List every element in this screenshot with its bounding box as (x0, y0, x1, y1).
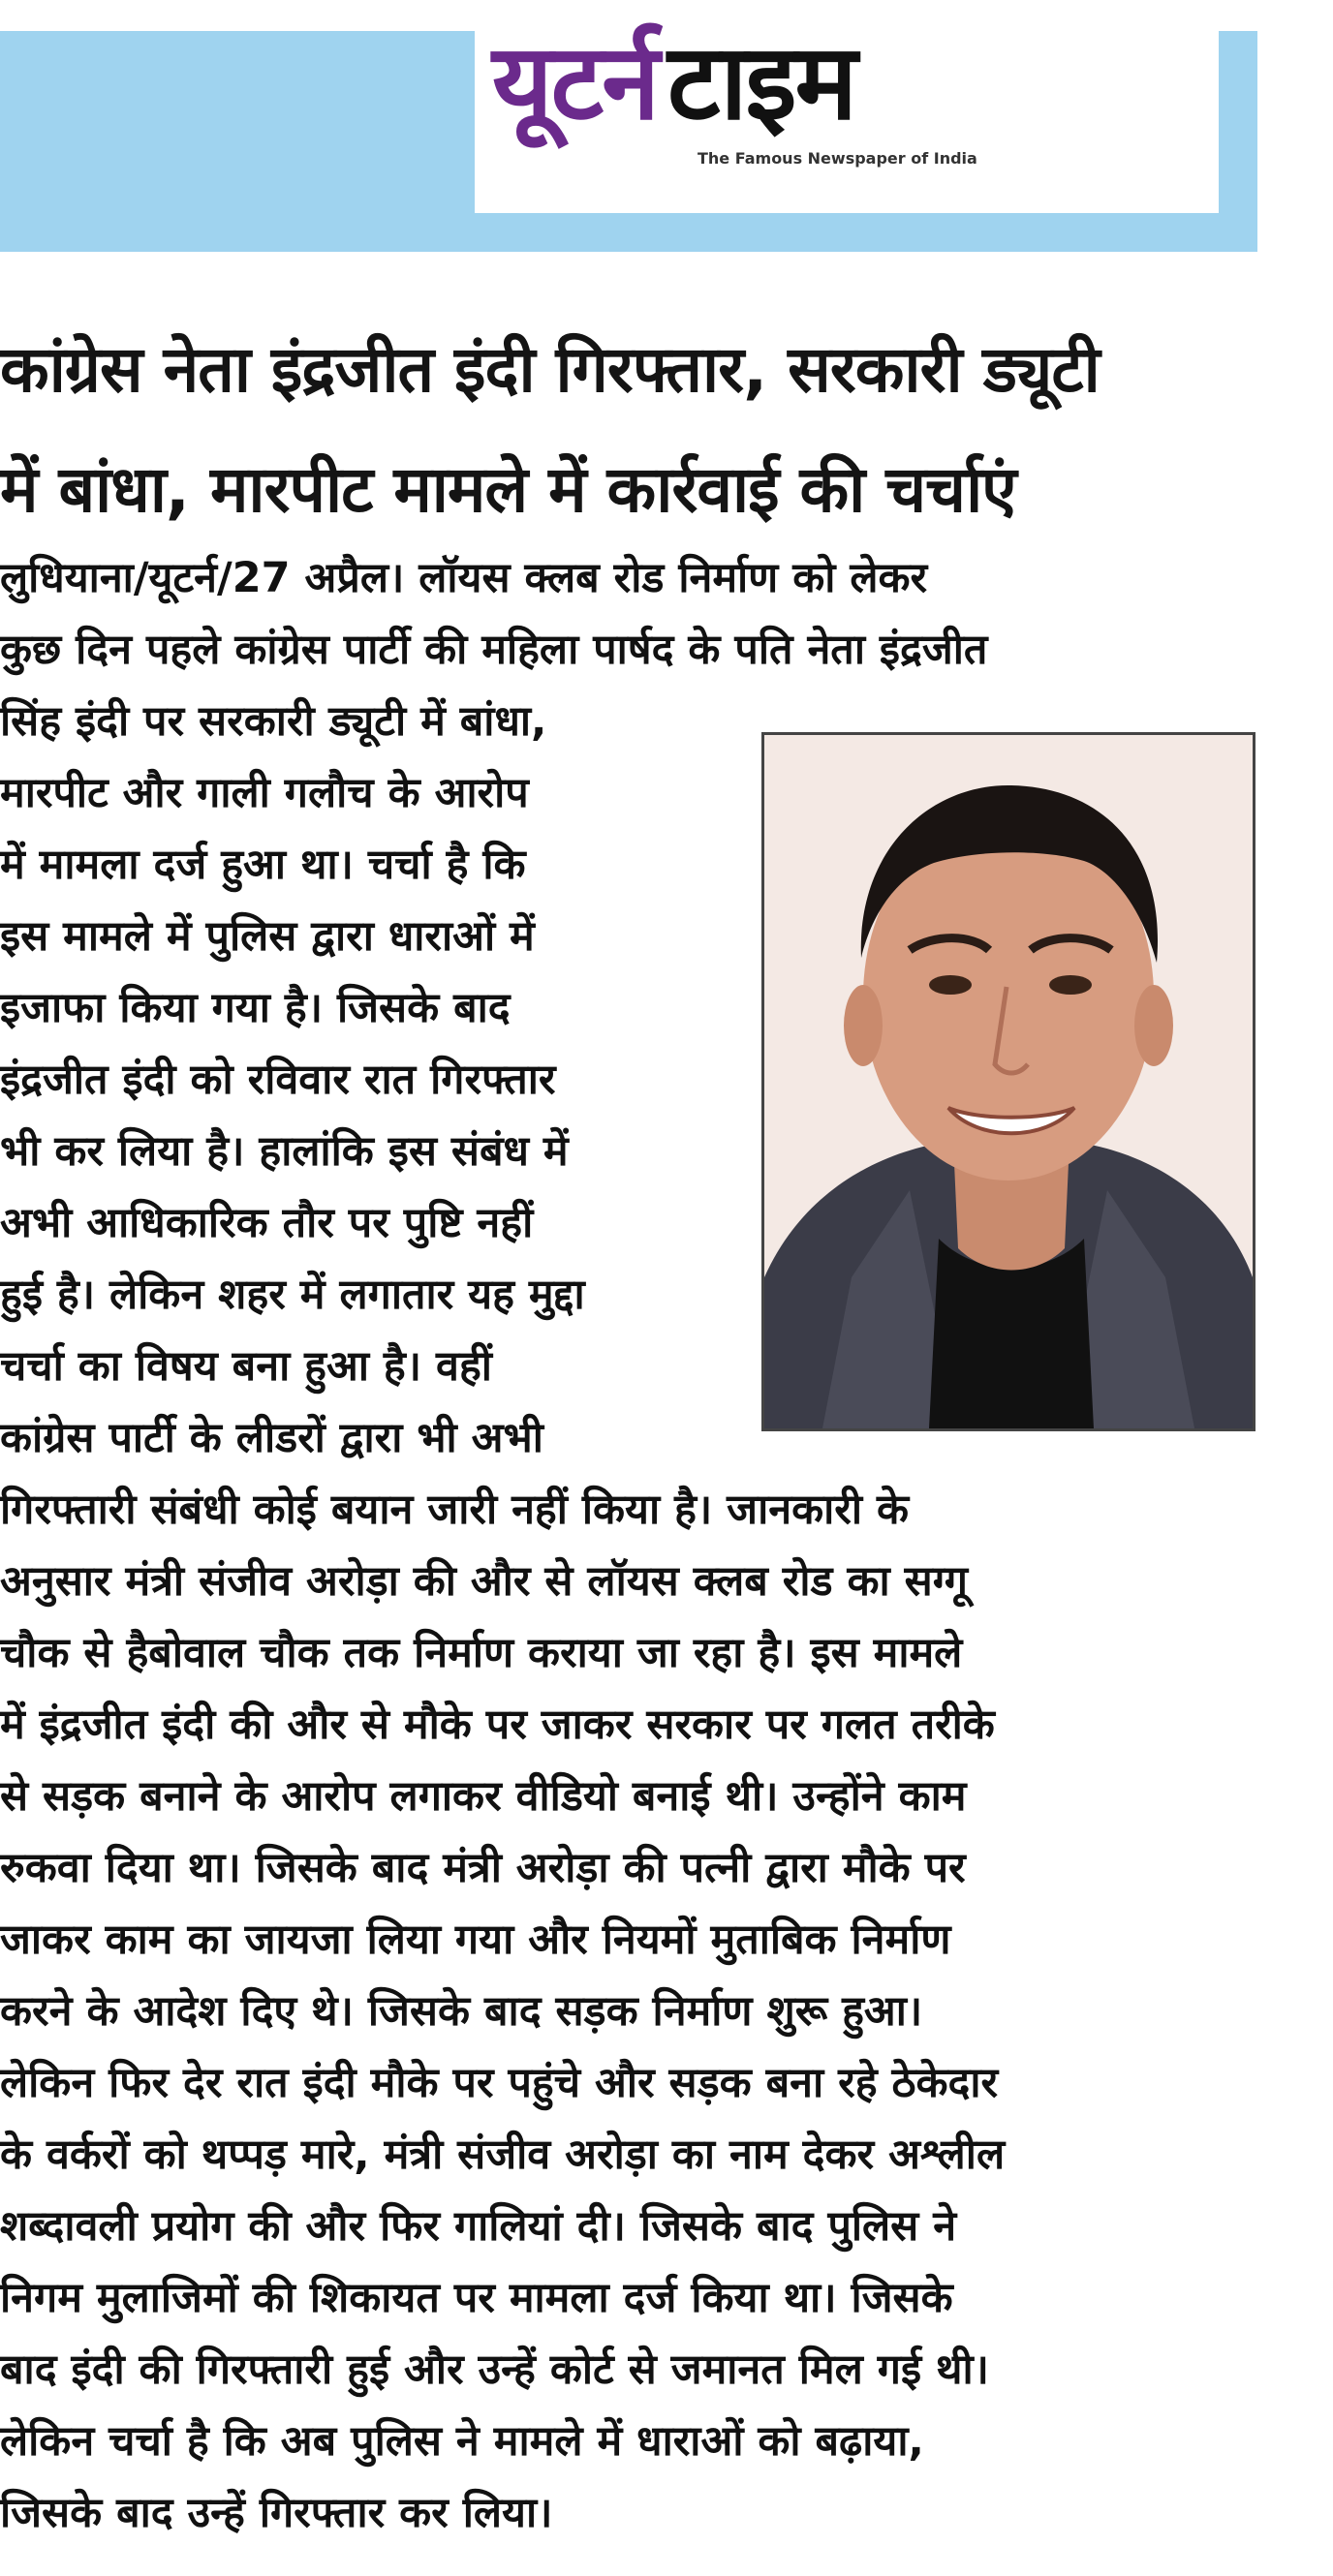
body-line: लुधियाना/यूटर्न/27 अप्रैल। लॉयस क्लब रोड निर्माण को लेकर (0, 554, 928, 602)
body-line: जाकर काम का जायजा लिया गया और नियमों मुताबिक निर्माण (0, 1916, 951, 1964)
body-line: इस मामले में पुलिस द्वारा धाराओं में (0, 912, 535, 961)
logo-tagline: The Famous Newspaper of India (698, 149, 977, 168)
newspaper-logo (492, 15, 1209, 151)
body-line: लेकिन चर्चा है कि अब पुलिस ने मामले में धाराओं को बढ़ाया, (0, 2417, 924, 2466)
headline-line: कांग्रेस नेता इंद्रजीत इंदी गिरफ्तार, सरकारी ड्यूटी (0, 332, 1100, 407)
body-line: कांग्रेस पार्टी के लीडरों द्वारा भी अभी (0, 1414, 543, 1462)
body-line: से सड़क बनाने के आरोप लगाकर वीडियो बनाई थी। उन्होंने काम (0, 1772, 967, 1821)
body-line: चौक से हैबोवाल चौक तक निर्माण कराया जा रहा है। इस मामले (0, 1629, 963, 1677)
logo-text-youturn: यूटर्न (492, 22, 659, 143)
body-line: जिसके बाद उन्हें गिरफ्तार कर लिया। (0, 2489, 553, 2537)
body-line: निगम मुलाजिमों की शिकायत पर मामला दर्ज किया था। जिसके (0, 2274, 953, 2322)
body-line: के वर्करों को थप्पड़ मारे, मंत्री संजीव अरोड़ा का नाम देकर अश्लील (0, 2131, 1006, 2179)
body-line: में इंद्रजीत इंदी की और से मौके पर जाकर सरकार पर गलत तरीके (0, 1701, 995, 1749)
body-line: अनुसार मंत्री संजीव अरोड़ा की और से लॉयस क्लब रोड का सग्गू (0, 1557, 969, 1606)
person-photo (761, 732, 1256, 1431)
body-line: हुई है। लेकिन शहर में लगातार यह मुद्दा (0, 1271, 585, 1319)
body-line: करने के आदेश दिए थे। जिसके बाद सड़क निर्माण शुरू हुआ। (0, 1987, 923, 2036)
headline-line: में बांधा, मारपीट मामले में कार्रवाई की चर्चाएं (0, 452, 1016, 527)
body-line: इंद्रजीत इंदी को रविवार रात गिरफ्तार (0, 1056, 556, 1104)
body-line: मारपीट और गाली गलौच के आरोप (0, 769, 529, 817)
portrait-illustration (764, 735, 1253, 1428)
body-line: सिंह इंदी पर सरकारी ड्यूटी में बांधा, (0, 697, 547, 746)
body-line: गिरफ्तारी संबंधी कोई बयान जारी नहीं किया है। जानकारी के (0, 1486, 909, 1534)
body-line: इजाफा किया गया है। जिसके बाद (0, 984, 511, 1032)
body-line: में मामला दर्ज हुआ था। चर्चा है कि (0, 841, 526, 889)
body-line: लेकिन फिर देर रात इंदी मौके पर पहुंचे और सड़क बना रहे ठेकेदार (0, 2059, 999, 2107)
body-line: चर्चा का विषय बना हुआ है। वहीं (0, 1342, 492, 1391)
logo-text-time: टाइम (667, 22, 856, 143)
article-headline (0, 310, 1259, 550)
body-line: रुकवा दिया था। जिसके बाद मंत्री अरोड़ा की पत्नी द्वारा मौके पर (0, 1844, 966, 1892)
body-line: बाद इंदी की गिरफ्तारी हुई और उन्हें कोर्ट से जमानत मिल गई थी। (0, 2346, 989, 2394)
body-line: कुछ दिन पहले कांग्रेस पार्टी की महिला पार्षद के पति नेता इंद्रजीत (0, 626, 988, 674)
body-line: अभी आधिकारिक तौर पर पुष्टि नहीं (0, 1199, 534, 1247)
body-line: भी कर लिया है। हालांकि इस संबंध में (0, 1127, 569, 1176)
body-line: शब्दावली प्रयोग की और फिर गालियां दी। जिसके बाद पुलिस ने (0, 2202, 957, 2251)
